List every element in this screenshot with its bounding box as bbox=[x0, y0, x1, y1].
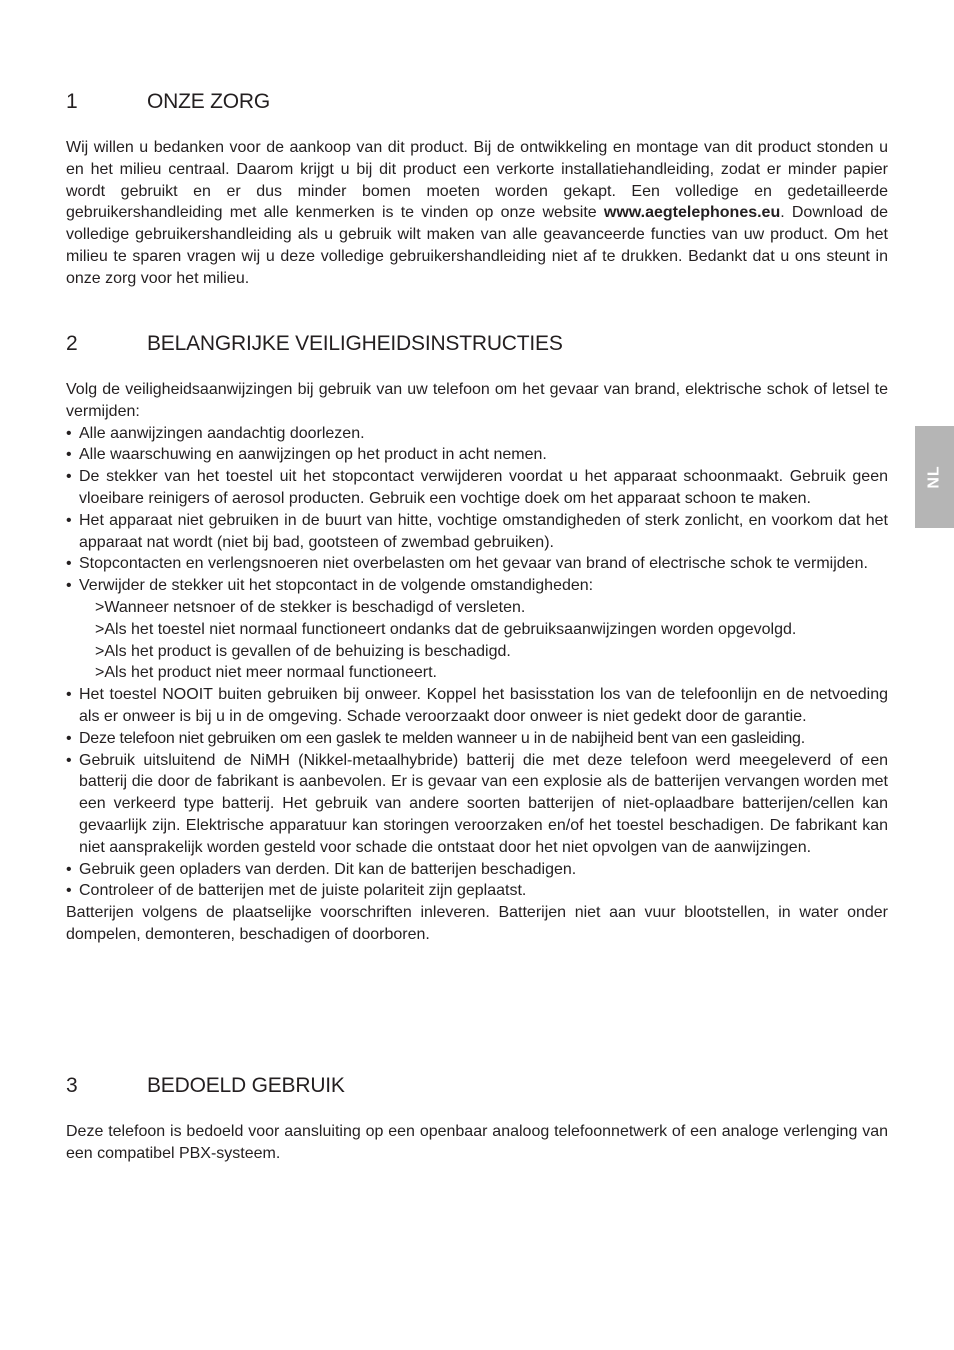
arrow-icon: > bbox=[95, 620, 105, 638]
list-item bbox=[66, 728, 888, 750]
bullet-icon: • bbox=[66, 729, 72, 747]
list-item-text: Controleer of de batterijen met de juiste polariteit zijn geplaatst. bbox=[79, 882, 527, 900]
section-title: BEDOELD GEBRUIK bbox=[147, 1074, 345, 1097]
bullet-icon: • bbox=[66, 882, 72, 900]
sub-list-item bbox=[79, 641, 888, 663]
list-item bbox=[66, 553, 888, 575]
section-title: ONZE ZORG bbox=[147, 90, 271, 113]
list-item-text: Alle waarschuwing en aanwijzingen op het product in acht nemen. bbox=[79, 446, 547, 464]
paragraph: Deze telefoon is bedoeld voor aansluiting op een openbaar analoog telefoonnetwerk of een analoge verlenging van een compatibel PBX-systeem. bbox=[66, 1123, 888, 1162]
arrow-icon: > bbox=[95, 664, 105, 682]
language-tab-label: NL bbox=[925, 465, 943, 489]
list-item-text: Gebruik geen opladers van derden. Dit kan de batterijen beschadigen. bbox=[79, 860, 577, 878]
arrow-icon: > bbox=[95, 642, 105, 660]
section-body-1 bbox=[66, 137, 888, 290]
section-heading-2 bbox=[66, 332, 888, 358]
bullet-icon: • bbox=[66, 511, 72, 529]
sub-list-item bbox=[79, 619, 888, 641]
bullet-icon: • bbox=[66, 468, 72, 486]
bullet-icon: • bbox=[66, 686, 72, 704]
list-item bbox=[66, 750, 888, 859]
sub-list-item-text: Als het product niet meer normaal functioneert. bbox=[104, 664, 437, 682]
list-item-text: De stekker van het toestel uit het stopcontact verwijderen voordat u het apparaat schoonmaakt. Gebruik geen vloeibare reinigers of aerosol producten. Gebruik een vochtige doek om het apparaat schoon te maken. bbox=[79, 468, 888, 507]
section-number: 3 bbox=[66, 1074, 78, 1097]
paragraph-text: Wij willen u bedanken voor de aankoop van dit product. Bij de ontwikkeling en montage van dit product stonden u en het milieu centraal. Daarom krijgt u bij dit product een verkorte installatiehandleiding, zodat er minder papier wordt gebruikt en er dus minder bomen moeten worden gekapt. Een volledige en gedetailleerde gebruikershandleiding met alle kenmerken is te vinden op onze website bbox=[66, 139, 888, 222]
list-item-text: Stopcontacten en verlengsnoeren niet overbelasten om het gevaar van brand of electrische schok te vermijden. bbox=[79, 555, 868, 573]
sub-list-item-text: Als het product is gevallen of de behuizing is beschadigd. bbox=[104, 642, 511, 660]
section-body-3 bbox=[66, 1121, 888, 1165]
list-item-text: Het toestel NOOIT buiten gebruiken bij onweer. Koppel het basisstation los van de telefoonlijn en de netvoeding als er onweer is bij u in de omgeving. Schade veroorzaakt door onweer is niet gedekt door de garantie. bbox=[79, 686, 888, 725]
section-number: 1 bbox=[66, 90, 78, 113]
intro-paragraph: Volg de veiligheidsaanwijzingen bij gebruik van uw telefoon om het gevaar van brand, elektrische schok of letsel te vermijden: bbox=[66, 381, 888, 420]
sub-list-item-text: Als het toestel niet normaal functioneert ondanks dat de gebruiksaanwijzingen worden opgevolgd. bbox=[104, 620, 797, 638]
list-item-text: Alle aanwijzingen aandachtig doorlezen. bbox=[79, 424, 365, 442]
list-item bbox=[66, 444, 888, 466]
list-item bbox=[66, 880, 888, 902]
bullet-icon: • bbox=[66, 555, 72, 573]
paragraph bbox=[66, 137, 888, 290]
bullet-icon: • bbox=[66, 446, 72, 464]
language-tab bbox=[915, 426, 954, 528]
bullet-icon: • bbox=[66, 860, 72, 878]
arrow-icon: > bbox=[95, 598, 105, 616]
sub-list-item bbox=[79, 597, 888, 619]
list-item-text: Verwijder de stekker uit het stopcontact in de volgende omstandigheden: bbox=[79, 577, 594, 595]
website-link[interactable]: www.aegtelephones.eu bbox=[603, 204, 781, 222]
closing-paragraph: Batterijen volgens de plaatselijke voorschriften inleveren. Batterijen niet aan vuur blootstellen, in water onder dompelen, demonteren, beschadigen of doorboren. bbox=[66, 904, 888, 943]
list-item bbox=[66, 423, 888, 445]
paragraph-text: . Download de volledige gebruikershandleiding als u gebruik wilt maken van alle geavanceerde functies van uw product. Om het milieu te sparen vragen wij u deze volledige gebruikershandleiding niet af te drukken. Bedankt dat u ons steunt in onze zorg voor het milieu. bbox=[66, 204, 888, 287]
bullet-icon: • bbox=[66, 577, 72, 595]
section-heading-3 bbox=[66, 1074, 888, 1100]
list-item bbox=[66, 575, 888, 684]
bullet-icon: • bbox=[66, 751, 72, 769]
list-item bbox=[66, 466, 888, 510]
section-heading-1 bbox=[66, 90, 888, 116]
list-item-text: Deze telefoon niet gebruiken om een gaslek te melden wanneer u in de nabijheid bent van een gasleiding. bbox=[79, 729, 805, 747]
list-item bbox=[66, 859, 888, 881]
list-item bbox=[66, 684, 888, 728]
list-item-text: Het apparaat niet gebruiken in de buurt van hitte, vochtige omstandigheden of sterk zonlicht, en voorkom dat het apparaat nat wordt (niet bij bad, gootsteen of zwembad gebruiken). bbox=[79, 511, 888, 551]
sub-list-item-text: Wanneer netsnoer of de stekker is beschadigd of versleten. bbox=[104, 598, 526, 616]
list-item-text: Gebruik uitsluitend de NiMH (Nikkel-metaalhybride) batterij die met deze telefoon werd meegeleverd of een batterij die door de fabrikant is aanbevolen. Er is gevaar van een explosie als de batterijen vervangen worden met een verkeerd type batterij. Het gebruik van andere soorten batterijen of niet-oplaadbare batterijen/cellen kan gevaarlijk zijn. Elektrische apparatuur kan storingen veroorzaken en/of het toestel beschadigen. De fabrikant kan niet aansprakelijk worden gesteld voor schade die ontstaat door het niet opvolgen van de aanwijzingen. bbox=[79, 751, 888, 856]
sub-list-item bbox=[79, 662, 888, 684]
section-number: 2 bbox=[66, 332, 78, 355]
bullet-icon: • bbox=[66, 424, 72, 442]
section-title: BELANGRIJKE VEILIGHEIDSINSTRUCTIES bbox=[147, 332, 563, 355]
list-item bbox=[66, 510, 888, 554]
section-body-2 bbox=[66, 379, 888, 946]
